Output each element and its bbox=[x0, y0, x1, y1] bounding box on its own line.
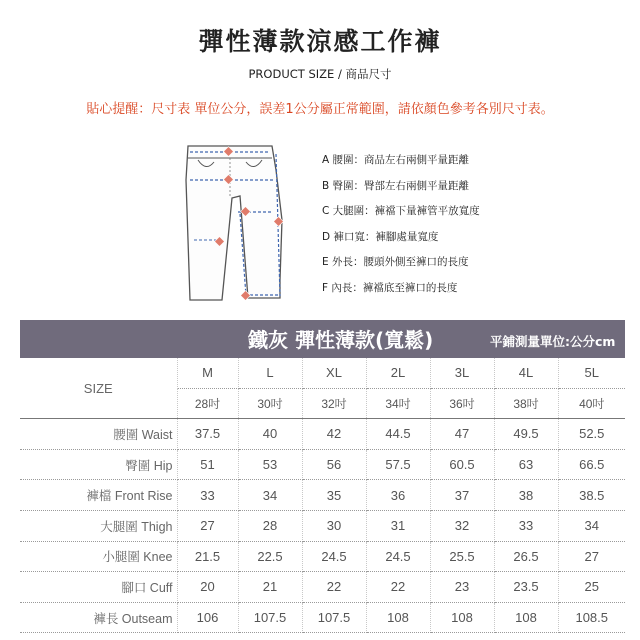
measurement-cell: 57.5 bbox=[366, 449, 430, 480]
measurement-cell: 49.5 bbox=[494, 419, 558, 450]
measurement-cell: 23 bbox=[430, 572, 494, 603]
table-row bbox=[20, 572, 625, 603]
measurement-cell: 47 bbox=[430, 419, 494, 450]
measurement-cell: 53 bbox=[238, 449, 302, 480]
size-header: 5L bbox=[558, 358, 625, 388]
measurement-cell: 24.5 bbox=[366, 541, 430, 572]
measurement-cell: 37.5 bbox=[177, 419, 238, 450]
measurement-cell: 60.5 bbox=[430, 449, 494, 480]
waist-size-header: 38吋 bbox=[494, 388, 558, 419]
measurement-cell: 40 bbox=[238, 419, 302, 450]
row-label: 褲長 Outseam bbox=[20, 602, 177, 633]
row-label: 大腿圍 Thigh bbox=[20, 510, 177, 541]
measurement-cell: 36 bbox=[366, 480, 430, 511]
measurement-cell: 108.5 bbox=[558, 602, 625, 633]
measurement-cell: 51 bbox=[177, 449, 238, 480]
table-header-row bbox=[20, 358, 625, 388]
table-row bbox=[20, 602, 625, 633]
measurement-cell: 31 bbox=[366, 510, 430, 541]
waist-size-header: 40吋 bbox=[558, 388, 625, 419]
size-column-header: SIZE bbox=[20, 358, 177, 419]
waist-size-header: 34吋 bbox=[366, 388, 430, 419]
measurement-cell: 23.5 bbox=[494, 572, 558, 603]
table-row bbox=[20, 419, 625, 450]
legend-item-outseam: E 外長：腰頭外側至褲口的長度 bbox=[322, 256, 469, 268]
table-unit-note: 平鋪測量單位:公分cm bbox=[490, 334, 616, 349]
size-header: L bbox=[238, 358, 302, 388]
measurement-cell: 22 bbox=[366, 572, 430, 603]
measurement-cell: 108 bbox=[366, 602, 430, 633]
waist-size-header: 28吋 bbox=[177, 388, 238, 419]
measurement-cell: 106 bbox=[177, 602, 238, 633]
measurement-cell: 108 bbox=[494, 602, 558, 633]
table-banner-title: 鐵灰 彈性薄款(寬鬆) bbox=[248, 328, 434, 352]
table-banner bbox=[20, 320, 625, 358]
measurement-cell: 21 bbox=[238, 572, 302, 603]
size-header: XL bbox=[302, 358, 366, 388]
measurement-cell: 34 bbox=[238, 480, 302, 511]
size-chart-table bbox=[20, 358, 625, 633]
measurement-cell: 107.5 bbox=[238, 602, 302, 633]
measurement-legend bbox=[322, 153, 480, 306]
measurement-cell: 63 bbox=[494, 449, 558, 480]
legend-item-hip: B 臀圍：臀部左右兩側平量距離 bbox=[322, 179, 470, 192]
measurement-cell: 32 bbox=[430, 510, 494, 541]
measurement-cell: 33 bbox=[494, 510, 558, 541]
legend-item-thigh: C 大腿圍：褲襠下量褲管平放寬度 bbox=[322, 205, 480, 217]
measurement-cell: 22 bbox=[302, 572, 366, 603]
table-row bbox=[20, 510, 625, 541]
page-subtitle: PRODUCT SIZE / 商品尺寸 bbox=[248, 67, 392, 81]
measurement-cell: 52.5 bbox=[558, 419, 625, 450]
measurement-cell: 24.5 bbox=[302, 541, 366, 572]
measurement-cell: 26.5 bbox=[494, 541, 558, 572]
size-header: 4L bbox=[494, 358, 558, 388]
measurement-cell: 30 bbox=[302, 510, 366, 541]
measurement-cell: 27 bbox=[177, 510, 238, 541]
measurement-cell: 37 bbox=[430, 480, 494, 511]
measurement-cell: 107.5 bbox=[302, 602, 366, 633]
row-label: 腳口 Cuff bbox=[20, 572, 177, 603]
measurement-cell: 33 bbox=[177, 480, 238, 511]
table-body bbox=[20, 419, 625, 633]
table-row bbox=[20, 541, 625, 572]
measurement-cell: 66.5 bbox=[558, 449, 625, 480]
size-header: 3L bbox=[430, 358, 494, 388]
legend-item-inseam: F 內長：褲襠底至褲口的長度 bbox=[322, 281, 458, 294]
measurement-cell: 25 bbox=[558, 572, 625, 603]
measurement-cell: 21.5 bbox=[177, 541, 238, 572]
row-label: 小腿圍 Knee bbox=[20, 541, 177, 572]
size-table bbox=[20, 320, 625, 633]
size-notice: 貼心提醒：尺寸表 單位公分，誤差1公分屬正常範圍，請依顏色參考各別尺寸表。 bbox=[86, 102, 554, 117]
measurement-cell: 38.5 bbox=[558, 480, 625, 511]
page-title: 彈性薄款涼感工作褲 bbox=[198, 27, 442, 56]
legend-item-waist: A 腰圍：商品左右兩側平量距離 bbox=[322, 154, 470, 166]
size-header: M bbox=[177, 358, 238, 388]
measurement-cell: 42 bbox=[302, 419, 366, 450]
row-label: 腰圍 Waist bbox=[20, 419, 177, 450]
measurement-cell: 108 bbox=[430, 602, 494, 633]
measurement-cell: 20 bbox=[177, 572, 238, 603]
row-label: 臀圍 Hip bbox=[20, 449, 177, 480]
table-row bbox=[20, 449, 625, 480]
measurement-cell: 38 bbox=[494, 480, 558, 511]
measurement-cell: 25.5 bbox=[430, 541, 494, 572]
measurement-cell: 44.5 bbox=[366, 419, 430, 450]
table-row bbox=[20, 480, 625, 511]
measurement-cell: 56 bbox=[302, 449, 366, 480]
pants-diagram-icon bbox=[180, 140, 290, 302]
measurement-cell: 28 bbox=[238, 510, 302, 541]
measurement-cell: 34 bbox=[558, 510, 625, 541]
size-header: 2L bbox=[366, 358, 430, 388]
row-label: 褲檔 Front Rise bbox=[20, 480, 177, 511]
waist-size-header: 32吋 bbox=[302, 388, 366, 419]
legend-item-cuff: D 褲口寬：褲腳處量寬度 bbox=[322, 230, 439, 243]
measurement-cell: 27 bbox=[558, 541, 625, 572]
measurement-cell: 35 bbox=[302, 480, 366, 511]
waist-size-header: 30吋 bbox=[238, 388, 302, 419]
waist-size-header: 36吋 bbox=[430, 388, 494, 419]
measurement-cell: 22.5 bbox=[238, 541, 302, 572]
